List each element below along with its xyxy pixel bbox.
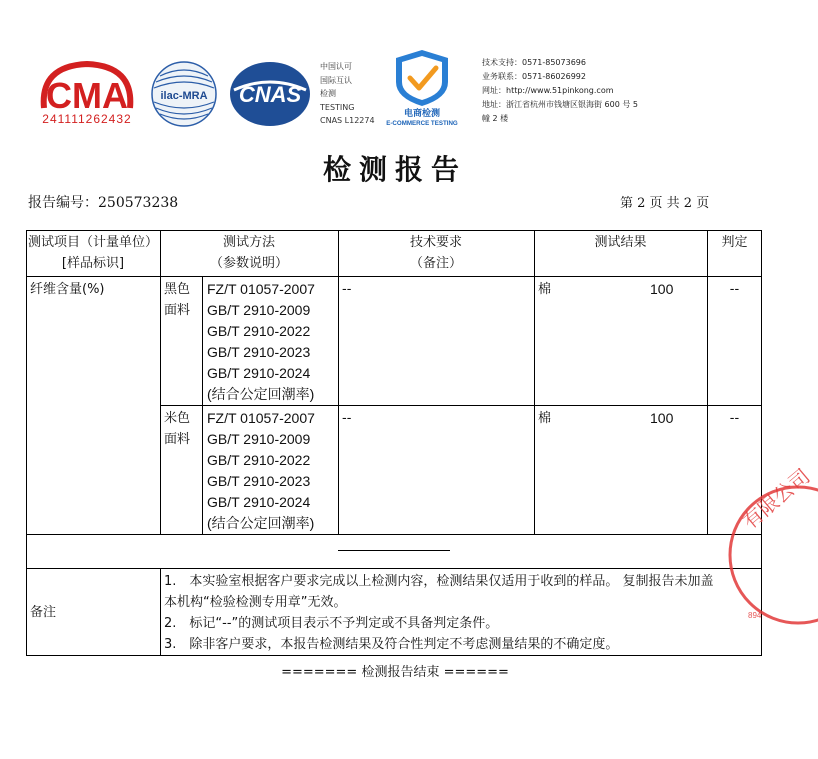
company-seal-stamp xyxy=(698,464,818,640)
header-req-sub: （备注） xyxy=(409,256,462,271)
sample-line: 米色 xyxy=(164,411,191,426)
method-line: GB/T 2910-2009 xyxy=(207,431,311,447)
remarks-list xyxy=(164,571,760,655)
page-indicator: 第 2 页 共 2 页 xyxy=(620,196,710,211)
ilac-mra-logo xyxy=(150,60,218,128)
method-list xyxy=(207,408,315,534)
header-item-sub: [样品标识] xyxy=(61,256,125,271)
sample-id xyxy=(164,279,190,321)
sample-line: 面料 xyxy=(164,303,191,318)
cma-text: CMA xyxy=(46,75,128,116)
contact-line: 网址：http://www.51pinkong.com xyxy=(482,86,614,95)
method-line: FZ/T 01057-2007 xyxy=(207,281,315,297)
remarks-label: 备注 xyxy=(30,605,57,620)
report-end-marker: ======= 检测报告结束 ====== xyxy=(281,665,509,680)
judgement-value: -- xyxy=(729,411,740,426)
method-line: GB/T 2910-2022 xyxy=(207,452,311,468)
accreditation-line: 检测 xyxy=(320,89,336,98)
fiber-percent: 100 xyxy=(650,281,674,297)
seal-digits: 894 xyxy=(748,611,762,620)
method-line: (结合公定回潮率) xyxy=(207,386,315,402)
contact-line: 幢 2 楼 xyxy=(482,114,509,123)
cnas-text: CNAS xyxy=(238,82,302,107)
accreditation-text xyxy=(320,60,375,128)
method-line: (结合公定回潮率) xyxy=(207,515,315,531)
header-requirement xyxy=(338,232,534,274)
contact-line: 地址：浙江省杭州市钱塘区银海街 600 号 5 xyxy=(482,100,638,109)
header-judgement: 判定 xyxy=(721,235,748,250)
accreditation-line: TESTING xyxy=(320,102,355,112)
ecommerce-cn: 电商检测 xyxy=(403,109,441,119)
method-line: GB/T 2910-2024 xyxy=(207,365,311,381)
contact-info xyxy=(482,56,638,126)
report-number: 报告编号：250573238 xyxy=(28,195,179,211)
requirement-value: -- xyxy=(342,282,352,297)
sample-line: 面料 xyxy=(164,432,191,447)
report-title: 检测报告 xyxy=(322,153,467,186)
method-line: GB/T 2910-2023 xyxy=(207,344,311,360)
method-list xyxy=(207,279,315,405)
remark-line: 2. 标记“--”的测试项目表示不予判定或不具备判定条件。 xyxy=(164,616,499,631)
accreditation-line: 国际互认 xyxy=(320,75,352,85)
method-line: GB/T 2910-2023 xyxy=(207,473,311,489)
contact-line: 技术支持：0571-85073696 xyxy=(482,58,586,67)
remark-line: 3. 除非客户要求，本报告检测结果及符合性判定不考虑测量结果的不确定度。 xyxy=(164,637,619,652)
header-method-title: 测试方法 xyxy=(222,235,275,250)
header-method xyxy=(160,232,338,274)
ecommerce-en: E-COMMERCE TESTING xyxy=(386,120,458,127)
judgement-value: -- xyxy=(729,282,740,297)
method-line: GB/T 2910-2024 xyxy=(207,494,311,510)
method-line: GB/T 2910-2009 xyxy=(207,302,311,318)
remark-line: 本机构“检验检测专用章”无效。 xyxy=(164,595,347,610)
fiber-name: 棉 xyxy=(538,282,552,297)
accreditation-line: CNAS L12274 xyxy=(320,116,375,125)
sample-id xyxy=(164,408,190,450)
cnas-logo xyxy=(228,60,312,128)
accreditation-line: 中国认可 xyxy=(320,62,352,71)
fiber-percent: 100 xyxy=(650,410,674,426)
header-method-sub: （参数说明） xyxy=(209,256,288,271)
contact-line: 业务联系：0571-86026992 xyxy=(482,72,586,81)
test-item-name: 纤维含量(%) xyxy=(30,282,105,297)
header-item-title: 测试项目（计量单位） xyxy=(27,235,158,250)
requirement-value: -- xyxy=(342,411,352,426)
method-line: FZ/T 01057-2007 xyxy=(207,410,315,426)
header-item xyxy=(26,232,160,274)
ecommerce-testing-logo xyxy=(386,48,458,126)
seal-text: 有限公司 xyxy=(737,464,815,534)
fiber-name: 棉 xyxy=(538,411,552,426)
ilac-text: ilac-MRA xyxy=(160,90,208,102)
cma-number: 241111262432 xyxy=(42,112,132,126)
remark-line: 1. 本实验室根据客户要求完成以上检测内容，检测结果仅适用于收到的样品。 复制报告未加盖 xyxy=(164,574,714,589)
method-line: GB/T 2910-2022 xyxy=(207,323,311,339)
header-result: 测试结果 xyxy=(594,235,647,250)
results-table xyxy=(26,230,762,656)
sample-line: 黑色 xyxy=(164,282,191,297)
header-req-title: 技术要求 xyxy=(409,235,462,250)
